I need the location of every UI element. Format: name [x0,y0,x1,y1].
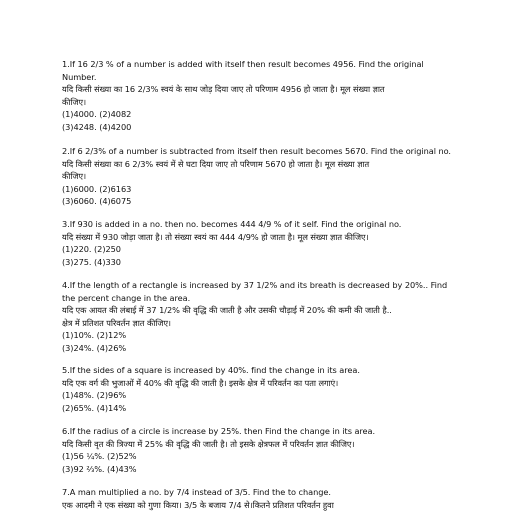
question-3-options-b: (3)275. (4)330 [62,256,121,267]
question-6-options-b: (3)92 ⅔%. (4)43% [62,463,137,474]
question-1-text-en-2: Number. [62,71,97,82]
question-4-options-b: (3)24%. (4)26% [62,342,127,353]
question-7-text-en: 7.A man multiplied a no. by 7/4 instead of 3/5. Find the to change. [62,487,331,497]
question-4-text-en-2: the percent change in the area. [62,292,191,303]
question-6-text-hi: यदि किसी वृत की त्रिज्या में 25% की वृद्धि की जाती है। तो इसके क्षेत्रफल में परिवर्तन ज्ञात कीजिए। [62,438,355,449]
question-2-text-hi-1: यदि किसी संख्या का 6 2/3% स्वयं में से घटा दिया जाए तो परिणाम 5670 हो जाता है। मूल संख्या ज्ञात [62,158,370,169]
question-1-text-en-1: 1.If 16 2/3 % of a number is added with itself then result becomes 4956. Find the original [62,59,424,69]
question-6-text-en: 6.If the radius of a circle is increase by 25%. then Find the change in its area. [62,426,376,436]
question-1 [62,58,478,133]
question-6 [62,425,478,475]
question-3-text-hi: यदि संख्या में 930 जोड़ा जाता है। तो संख्या स्वयं का 444 4/9% हो जाता है। मूल संख्या ज्ञात कीजिए। [62,231,369,242]
question-4-text-hi-2: क्षेत्र में प्रतिशत परिवर्तन ज्ञात कीजिए। [62,317,171,328]
question-7-text-hi: एक आदमी ने एक संख्या को गुणा किया। 3/5 के बजाय 7/4 से।कितने प्रतिशत परिवर्तन हुवा [62,499,334,510]
question-5 [62,364,478,414]
question-2 [62,145,478,208]
question-2-text-hi-2: कीजिए। [62,171,87,181]
question-2-options-a: (1)6000. (2)6163 [62,183,132,194]
question-4 [62,279,478,354]
question-5-text-en: 5.If the sides of a square is increased by 40%. find the change in its area. [62,365,360,375]
question-5-options-b: (2)65%. (4)14% [62,402,127,413]
question-3-options-a: (1)220. (2)250 [62,244,121,254]
question-4-options-a: (1)10%. (2)12% [62,330,127,340]
question-6-options-a: (1)56 ¼%. (2)52% [62,451,137,461]
question-2-options-b: (3)6060. (4)6075 [62,196,132,206]
question-2-text-en: 2.If 6 2/3% of a number is subtracted from itself then result becomes 5670. Find the original no. [62,146,451,156]
question-5-text-hi: यदि एक वर्ग की भुजाओं में 40% की वृद्धि की जाती है। इसके क्षेत्र में परिवर्तन का पता लगाएं। [62,377,339,388]
question-3 [62,218,478,268]
question-5-options-a: (1)48%. (2)96% [62,390,127,400]
question-7 [62,486,478,511]
question-1-text-hi-1: यदि किसी संख्या का 16 2/3% स्वयं के साथ जोड़ दिया जाए तो परिणाम 4956 हो जाता है। मूल संख्या ज्ञात [62,84,385,94]
question-4-text-en-1: 4.If the length of a rectangle is increased by 37 1/2% and its breath is decreased by 20%.. Find [62,280,448,290]
question-1-options-a: (1)4000. (2)4082 [62,109,132,119]
question-1-options-b: (3)4248. (4)4200 [62,121,132,132]
question-1-text-hi-2: कीजिए। [62,96,87,107]
question-3-text-en: 3.If 930 is added in a no. then no. becomes 444 4/9 % of it self. Find the original no. [62,219,402,229]
question-4-text-hi-1: यदि एक आयत की लंबाई में 37 1/2% की वृद्धि की जाती है और उसकी चौड़ाई में 20% की कमी की जाती है.. [62,305,392,315]
